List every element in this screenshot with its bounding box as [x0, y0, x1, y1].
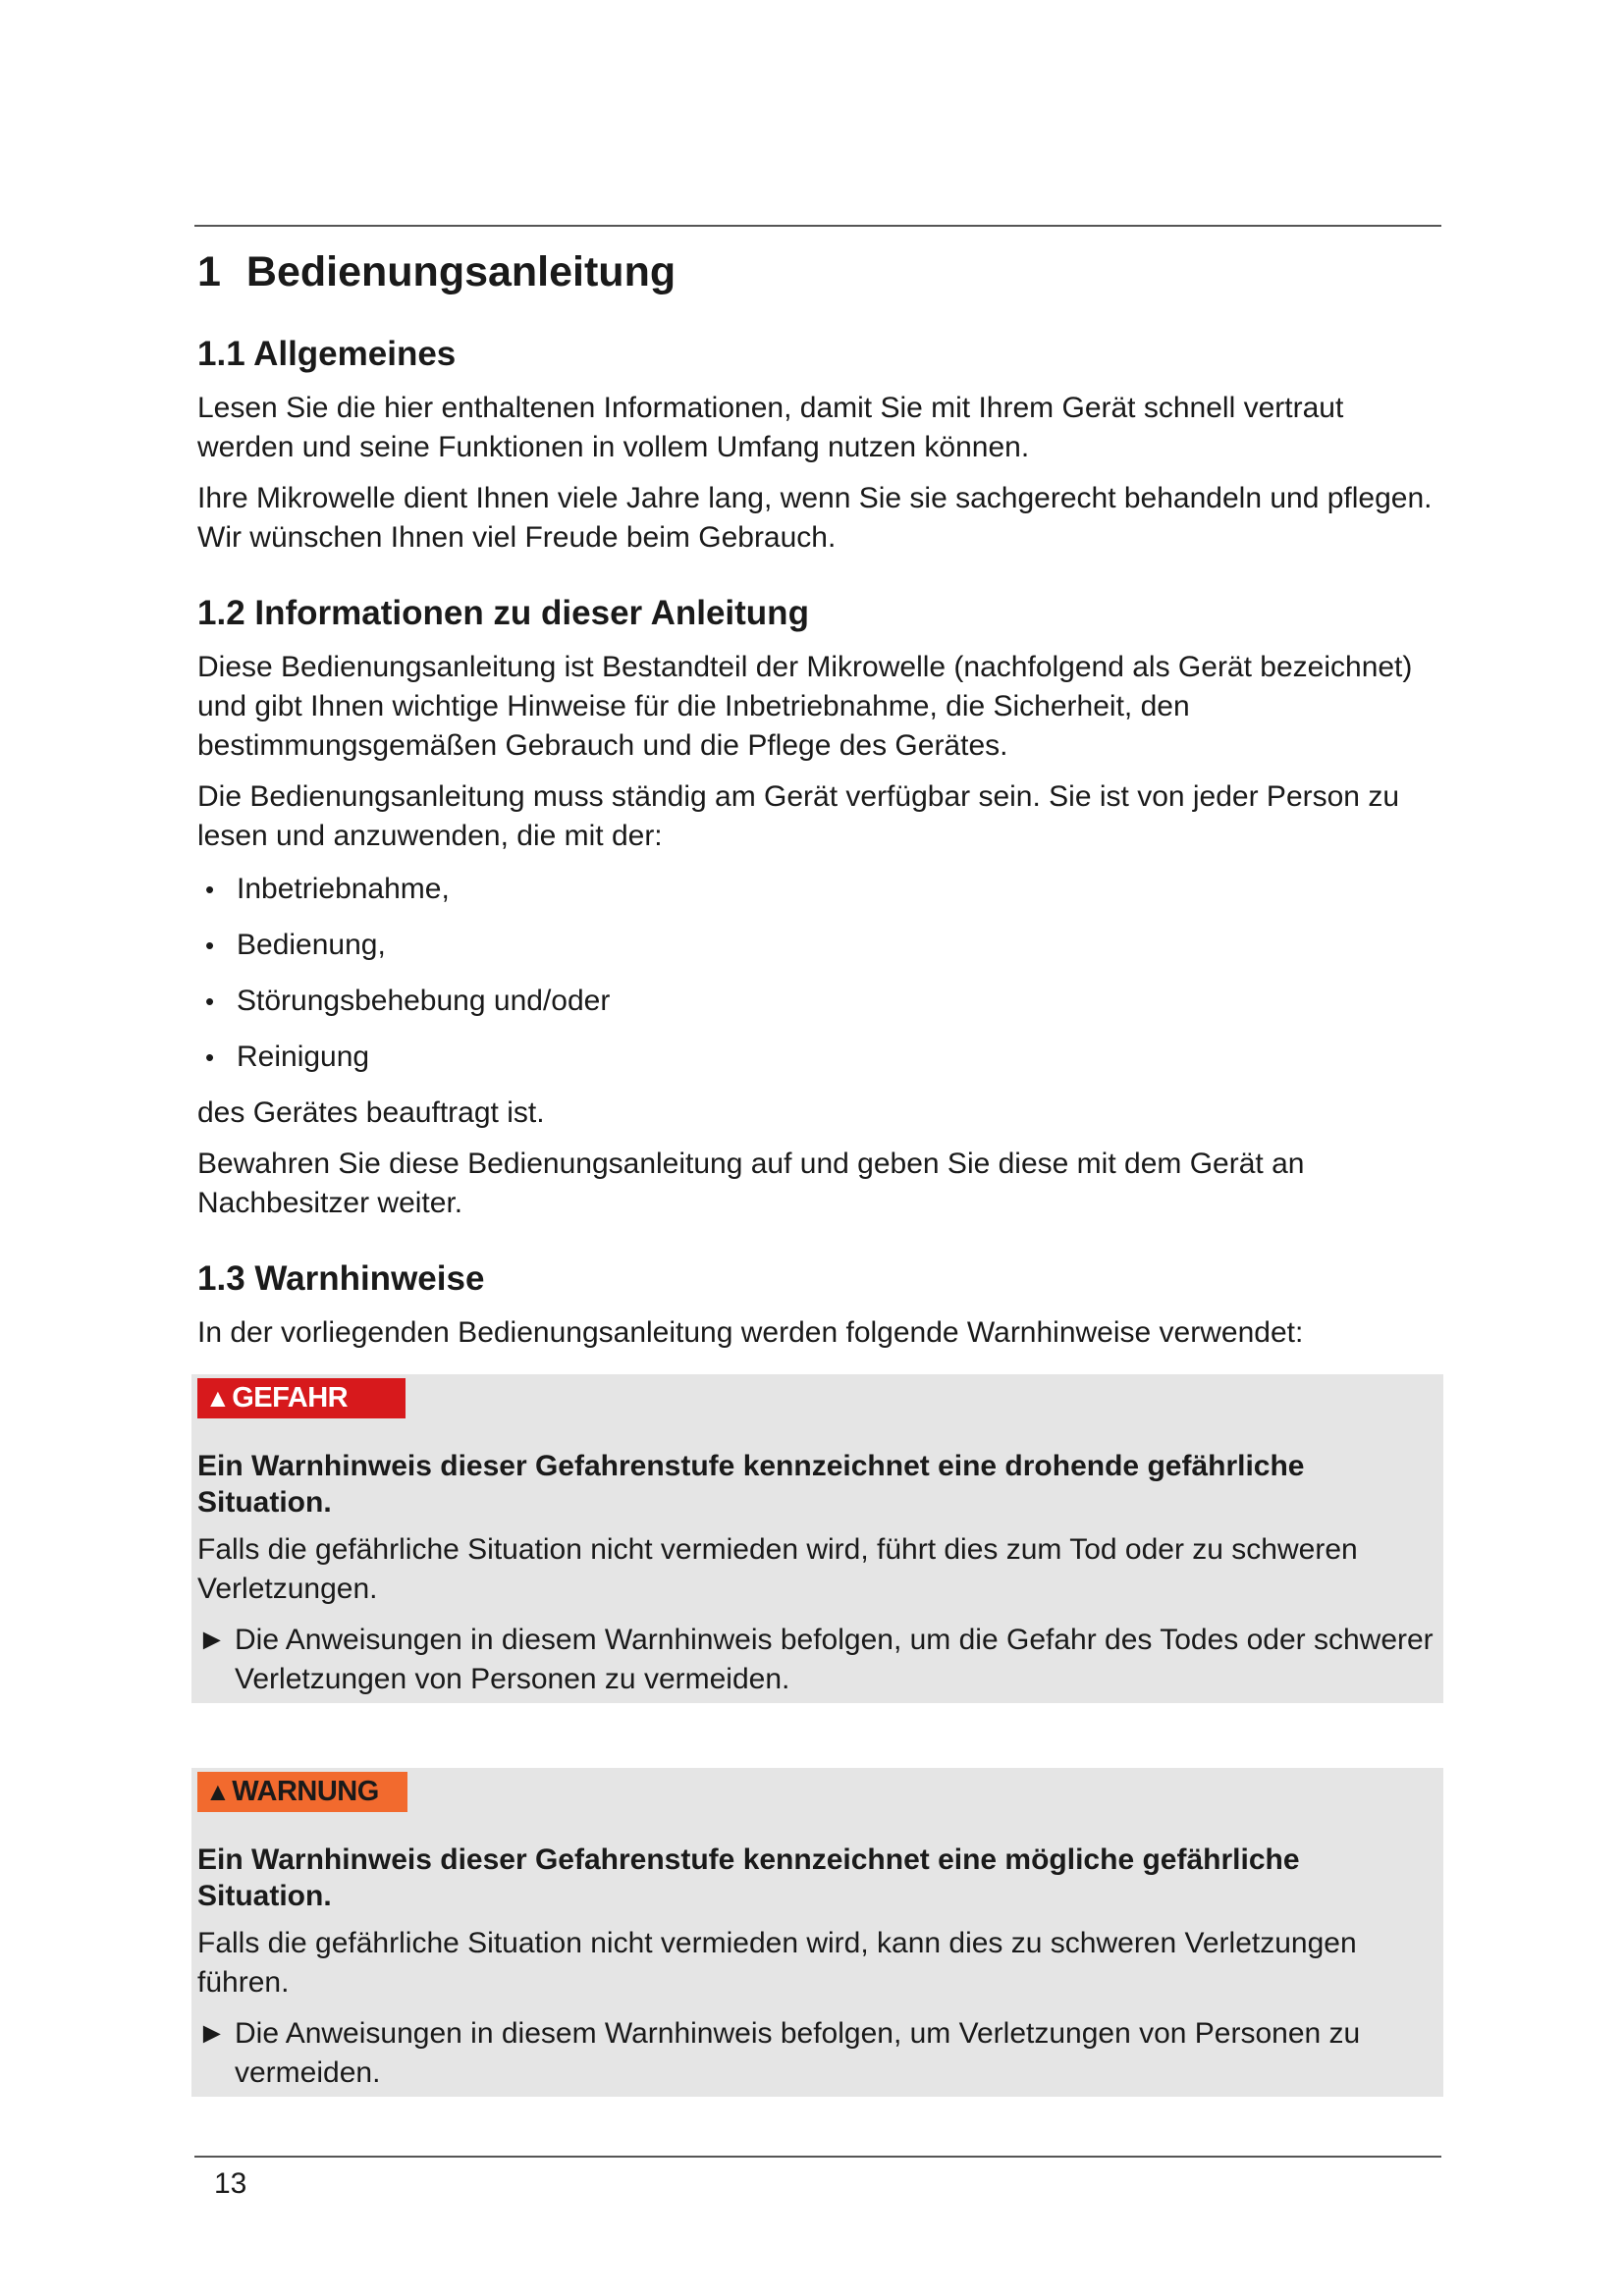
- section-allgemeines: [197, 334, 1436, 558]
- warning-step-text: Die Anweisungen in diesem Warnhinweis befolgen, um Verletzungen von Personen zu vermeiden.: [235, 2016, 1361, 2089]
- warning-text: Falls die gefährliche Situation nicht vermieden wird, kann dies zu schweren Verletzungen führen.: [197, 1926, 1357, 1999]
- arrow-right-icon: ►: [197, 2016, 227, 2050]
- warning-text: Falls die gefährliche Situation nicht vermieden wird, führt dies zum Tod oder zu schweren Verletzungen.: [197, 1532, 1358, 1605]
- chapter-heading: [197, 247, 1436, 298]
- paragraph: Bewahren Sie diese Bedienungsanleitung auf und geben Sie diese mit dem Gerät an Nachbesitzer weiter.: [197, 1147, 1305, 1219]
- section-warnhinweise: [197, 1258, 1436, 2097]
- section-title: 1.3 Warnhinweise: [197, 1258, 485, 1298]
- list-item: • Inbetriebnahme,: [197, 870, 1436, 909]
- section-title: 1.2 Informationen zu dieser Anleitung: [197, 593, 809, 632]
- warning-title: Ein Warnhinweis dieser Gefahrenstufe kennzeichnet eine drohende gefährliche Situation.: [197, 1449, 1305, 1519]
- list-item: • Reinigung: [197, 1038, 1436, 1077]
- paragraph: Lesen Sie die hier enthaltenen Informationen, damit Sie mit Ihrem Gerät schnell vertraut werden und seine Funktionen in vollem Umfang nutzen können.: [197, 391, 1344, 463]
- paragraph: Die Bedienungsanleitung muss ständig am Gerät verfügbar sein. Sie ist von jeder Person zu lesen und anzuwenden, die mit der:: [197, 779, 1400, 852]
- section-title: 1.1 Allgemeines: [197, 334, 457, 373]
- warning-box-warning: [191, 1768, 1443, 2097]
- warning-triangle-icon: ▲: [205, 1776, 231, 1806]
- warning-badge: [197, 1772, 407, 1812]
- warning-step-text: Die Anweisungen in diesem Warnhinweis befolgen, um die Gefahr des Todes oder schwerer Verletzungen von Personen zu vermeiden.: [235, 1623, 1434, 1695]
- bullet-list: [197, 870, 1436, 1077]
- warning-step: [197, 2014, 1437, 2093]
- list-item: • Störungsbehebung und/oder: [197, 982, 1436, 1021]
- arrow-right-icon: ►: [197, 1623, 227, 1656]
- list-item: • Bedienung,: [197, 926, 1436, 965]
- paragraph: Diese Bedienungsanleitung ist Bestandteil der Mikrowelle (nachfolgend als Gerät bezeichnet) und gibt Ihnen wichtige Hinweise für die Inbetriebnahme, die Sicherheit, den bestimmungsgemäßen Gebrauch und die Pflege des Gerätes.: [197, 650, 1413, 762]
- badge-label: WARNUNG: [232, 1775, 379, 1807]
- footer-rule: [194, 2156, 1441, 2158]
- warning-title: Ein Warnhinweis dieser Gefahrenstufe kennzeichnet eine mögliche gefährliche Situation.: [197, 1842, 1300, 1912]
- paragraph: Ihre Mikrowelle dient Ihnen viele Jahre lang, wenn Sie sie sachgerecht behandeln und pflegen. Wir wünschen Ihnen viel Freude beim Gebrauch.: [197, 481, 1433, 554]
- paragraph: In der vorliegenden Bedienungsanleitung werden folgende Warnhinweise verwendet:: [197, 1315, 1304, 1349]
- danger-badge: [197, 1378, 406, 1418]
- chapter-number: 1: [197, 248, 221, 295]
- header-rule: [194, 225, 1441, 227]
- badge-label: GEFAHR: [232, 1381, 349, 1414]
- page-content: [197, 247, 1436, 2097]
- section-informationen: [197, 593, 1436, 1223]
- warning-box-danger: [191, 1374, 1443, 1703]
- page-number: 13: [214, 2167, 247, 2200]
- warning-triangle-icon: ▲: [205, 1382, 231, 1413]
- paragraph: des Gerätes beauftragt ist.: [197, 1095, 545, 1129]
- warning-step: [197, 1621, 1437, 1699]
- chapter-title: Bedienungsanleitung: [245, 248, 677, 295]
